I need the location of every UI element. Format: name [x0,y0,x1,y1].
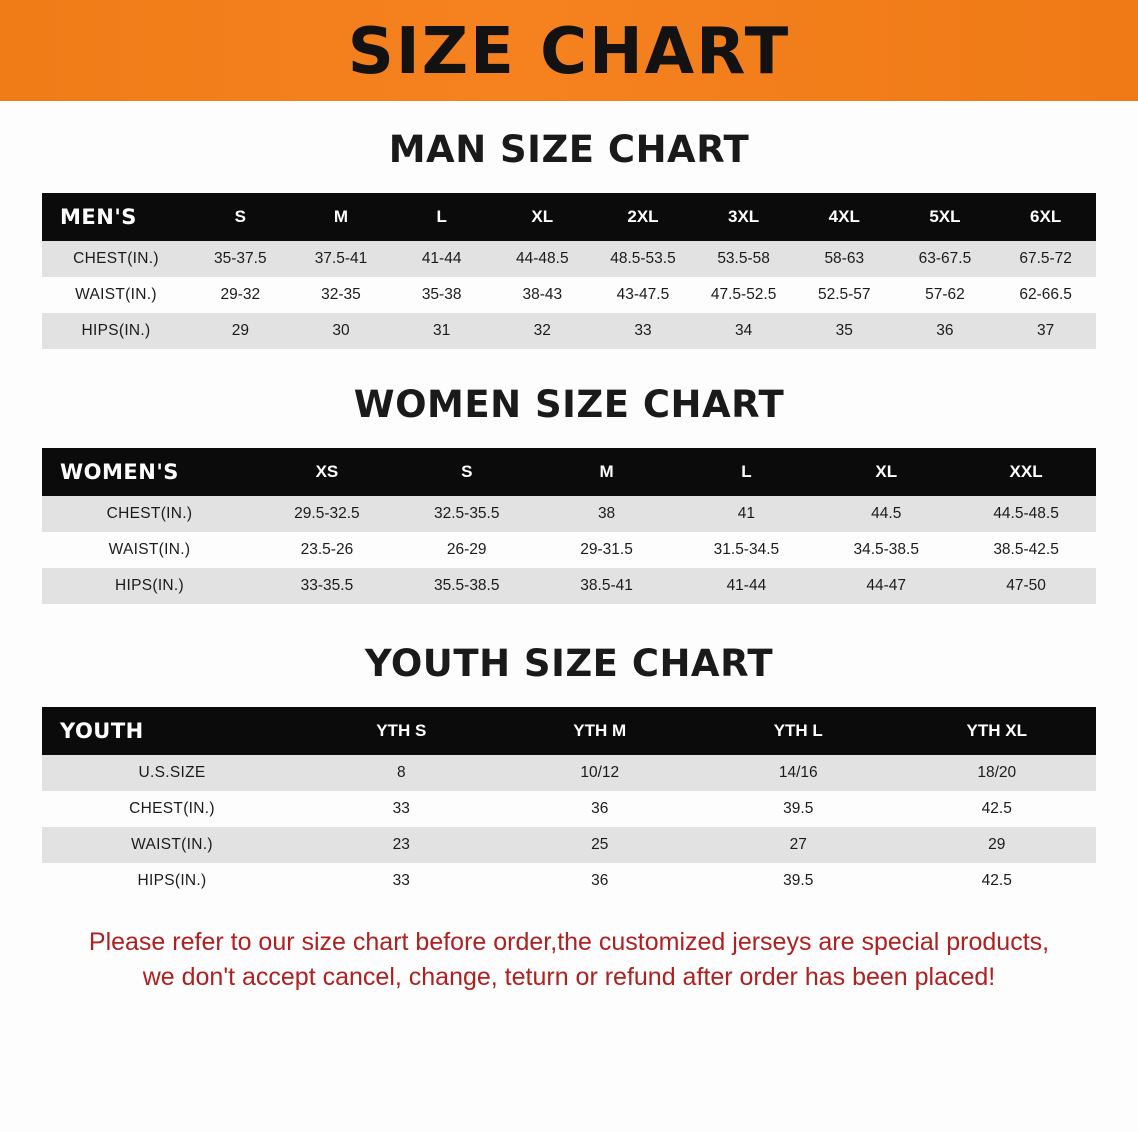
row-label: CHEST(IN.) [42,496,257,532]
table-cell: 44.5-48.5 [956,496,1096,532]
table-cell: 67.5-72 [995,241,1096,277]
table-header-row [42,707,1096,755]
table-cell: 47-50 [956,568,1096,604]
table-header-row [42,448,1096,496]
table-cell: 58-63 [794,241,895,277]
disclaimer-note [40,925,1098,994]
table-cell: 44-47 [816,568,956,604]
column-header: S [397,448,537,496]
column-header: L [391,193,492,241]
table-cell: 33 [302,863,501,899]
table-cell: 41-44 [391,241,492,277]
table-row [42,755,1096,791]
table-row [42,496,1096,532]
row-label: WAIST(IN.) [42,827,302,863]
page-banner [0,0,1138,101]
row-label: CHEST(IN.) [42,791,302,827]
table-cell: 41-44 [676,568,816,604]
column-header: XS [257,448,397,496]
youth-size-table [42,707,1096,899]
table-cell: 38.5-41 [537,568,677,604]
table-row [42,863,1096,899]
women-size-table [42,448,1096,604]
column-header: XL [816,448,956,496]
table-cell: 27 [699,827,898,863]
table-cell: 25 [501,827,700,863]
table-cell: 57-62 [895,277,996,313]
table-cell: 32 [492,313,593,349]
page-title: SIZE CHART [347,14,791,89]
row-label: WAIST(IN.) [42,532,257,568]
table-row [42,313,1096,349]
table-header-row [42,193,1096,241]
man-section-heading: MAN SIZE CHART [388,128,750,171]
table-row [42,568,1096,604]
table-cell: 38.5-42.5 [956,532,1096,568]
row-label: HIPS(IN.) [42,313,190,349]
column-header: 3XL [693,193,794,241]
table-cell: 43-47.5 [593,277,694,313]
column-header: M [537,448,677,496]
table-cell: 32.5-35.5 [397,496,537,532]
table-cell: 33 [302,791,501,827]
table-cell: 32-35 [291,277,392,313]
column-header: 6XL [995,193,1096,241]
table-cell: 48.5-53.5 [593,241,694,277]
table-cell: 23 [302,827,501,863]
table-cell: 29 [898,827,1097,863]
table-cell: 35 [794,313,895,349]
man-size-table [42,193,1096,349]
disclaimer-line: Please refer to our size chart before order,the customized jerseys are special products, [88,928,1050,956]
table-cell: 39.5 [699,863,898,899]
table-cell: 35-38 [391,277,492,313]
table-cell: 29 [190,313,291,349]
table-cell: 41 [676,496,816,532]
table-row [42,827,1096,863]
table-cell: 63-67.5 [895,241,996,277]
table-cell: 38-43 [492,277,593,313]
man-table-wrapper [42,193,1096,349]
table-cell: 29.5-32.5 [257,496,397,532]
table-cell: 36 [501,863,700,899]
table-cell: 38 [537,496,677,532]
women-table-wrapper [42,448,1096,604]
table-cell: 42.5 [898,791,1097,827]
table-cell: 35-37.5 [190,241,291,277]
table-row [42,241,1096,277]
column-header: XL [492,193,593,241]
table-cell: 35.5-38.5 [397,568,537,604]
column-header: M [291,193,392,241]
table-cell: 42.5 [898,863,1097,899]
table-cell: 34 [693,313,794,349]
table-cell: 31.5-34.5 [676,532,816,568]
row-label: HIPS(IN.) [42,863,302,899]
table-row [42,277,1096,313]
column-header: XXL [956,448,1096,496]
women-section-heading: WOMEN SIZE CHART [353,383,785,426]
table-cell: 37.5-41 [291,241,392,277]
table-cell: 62-66.5 [995,277,1096,313]
column-header: WOMEN'S [42,448,257,496]
column-header: 2XL [593,193,694,241]
table-cell: 26-29 [397,532,537,568]
table-cell: 23.5-26 [257,532,397,568]
table-row [42,791,1096,827]
table-cell: 34.5-38.5 [816,532,956,568]
table-cell: 39.5 [699,791,898,827]
table-cell: 31 [391,313,492,349]
column-header: YTH XL [898,707,1097,755]
table-cell: 47.5-52.5 [693,277,794,313]
column-header: YTH M [501,707,700,755]
table-cell: 52.5-57 [794,277,895,313]
column-header: YOUTH [42,707,302,755]
table-row [42,532,1096,568]
table-cell: 30 [291,313,392,349]
table-cell: 44-48.5 [492,241,593,277]
table-cell: 36 [895,313,996,349]
table-cell: 37 [995,313,1096,349]
column-header: S [190,193,291,241]
table-cell: 36 [501,791,700,827]
youth-table-wrapper [42,707,1096,899]
youth-section-heading: YOUTH SIZE CHART [364,642,774,685]
column-header: 4XL [794,193,895,241]
column-header: 5XL [895,193,996,241]
row-label: HIPS(IN.) [42,568,257,604]
row-label: CHEST(IN.) [42,241,190,277]
table-cell: 8 [302,755,501,791]
table-cell: 33 [593,313,694,349]
table-cell: 53.5-58 [693,241,794,277]
table-cell: 18/20 [898,755,1097,791]
column-header: MEN'S [42,193,190,241]
column-header: YTH S [302,707,501,755]
column-header: YTH L [699,707,898,755]
row-label: U.S.SIZE [42,755,302,791]
table-cell: 10/12 [501,755,700,791]
table-cell: 29-32 [190,277,291,313]
table-cell: 33-35.5 [257,568,397,604]
disclaimer-line: we don't accept cancel, change, teturn or refund after order has been placed! [142,962,996,991]
column-header: L [676,448,816,496]
table-cell: 44.5 [816,496,956,532]
table-cell: 29-31.5 [537,532,677,568]
table-cell: 14/16 [699,755,898,791]
row-label: WAIST(IN.) [42,277,190,313]
